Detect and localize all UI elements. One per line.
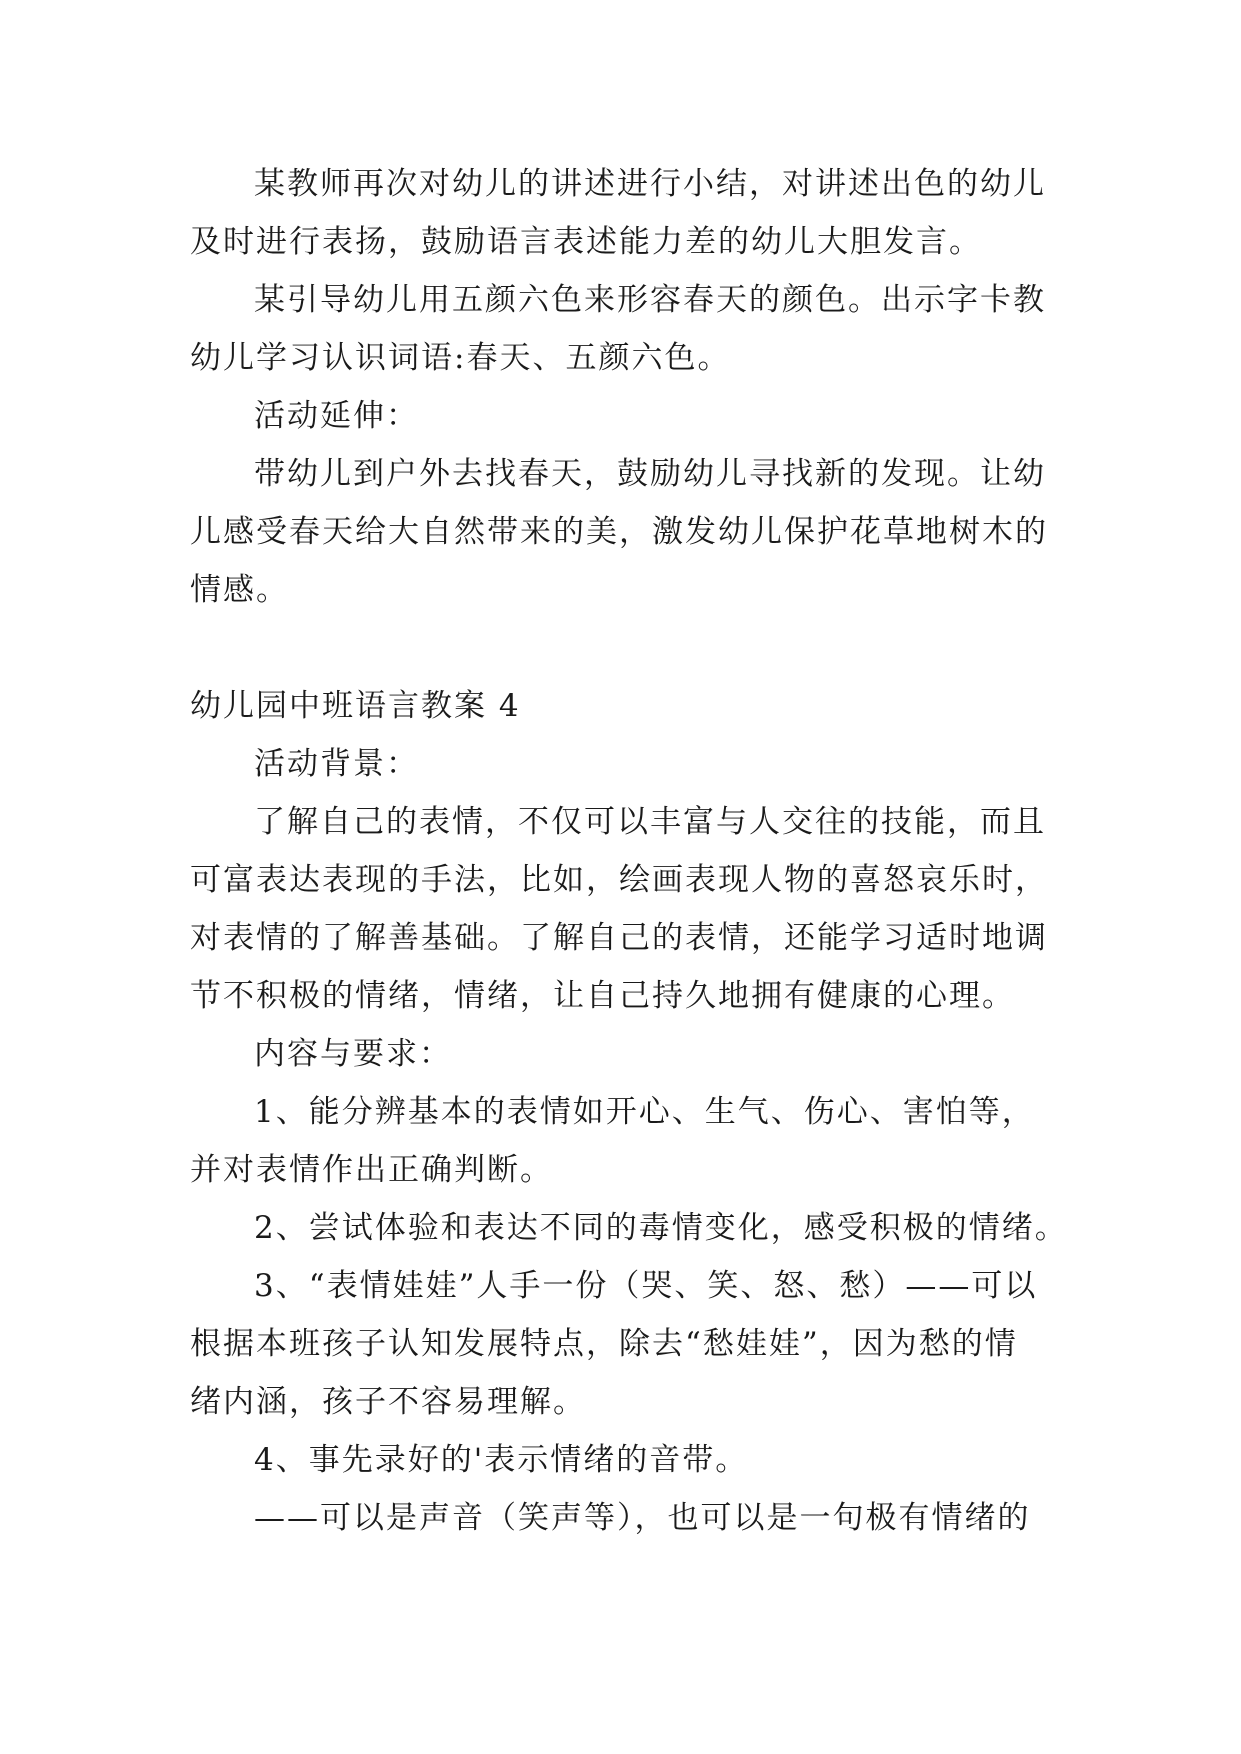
text-line: 带幼儿到户外去找春天，鼓励幼儿寻找新的发现。让幼 bbox=[254, 456, 1046, 492]
text-line: 某教师再次对幼儿的讲述进行小结，对讲述出色的幼儿 bbox=[254, 166, 1046, 202]
text-line: 4、事先录好的'表示情绪的音带。 bbox=[254, 1442, 749, 1478]
text-line: 3、“表情娃娃”人手一份（哭、笑、怒、愁）——可以 bbox=[254, 1268, 1038, 1304]
text-line: ——可以是声音（笑声等），也可以是一句极有情绪的 bbox=[254, 1500, 1031, 1536]
text-line: 可富表达表现的手法，比如，绘画表现人物的喜怒哀乐时， bbox=[190, 862, 1048, 898]
text-line: 对表情的了解善基础。了解自己的表情，还能学习适时地调 bbox=[190, 920, 1048, 956]
section-heading: 幼儿园中班语言教案 4 bbox=[190, 688, 521, 724]
text-line: 并对表情作出正确判断。 bbox=[190, 1152, 553, 1188]
text-line: 1、能分辨基本的表情如开心、生气、伤心、害怕等， bbox=[254, 1094, 1035, 1130]
text-line: 儿感受春天给大自然带来的美，激发幼儿保护花草地树木的 bbox=[190, 514, 1048, 550]
text-line: 节不积极的情绪，情绪，让自己持久地拥有健康的心理。 bbox=[190, 978, 1015, 1014]
text-line: 内容与要求： bbox=[254, 1036, 452, 1072]
text-line: 2、尝试体验和表达不同的毒情变化，感受积极的情绪。 bbox=[254, 1210, 1068, 1246]
document-body bbox=[190, 155, 1068, 1547]
text-line: 活动延伸： bbox=[254, 398, 419, 434]
text-line: 及时进行表扬，鼓励语言表述能力差的幼儿大胆发言。 bbox=[190, 224, 982, 260]
text-line: 绪内涵，孩子不容易理解。 bbox=[190, 1384, 586, 1420]
text-line: 根据本班孩子认知发展特点，除去“愁娃娃”，因为愁的情 bbox=[190, 1326, 1018, 1362]
paragraph-gap bbox=[190, 619, 1050, 677]
text-line: 情感。 bbox=[190, 572, 289, 608]
text-line: 活动背景： bbox=[254, 746, 419, 782]
text-line: 了解自己的表情，不仅可以丰富与人交往的技能，而且 bbox=[254, 804, 1046, 840]
text-line: 某引导幼儿用五颜六色来形容春天的颜色。出示字卡教 bbox=[254, 282, 1046, 318]
text-line: 幼儿学习认识词语:春天、五颜六色。 bbox=[190, 340, 731, 376]
